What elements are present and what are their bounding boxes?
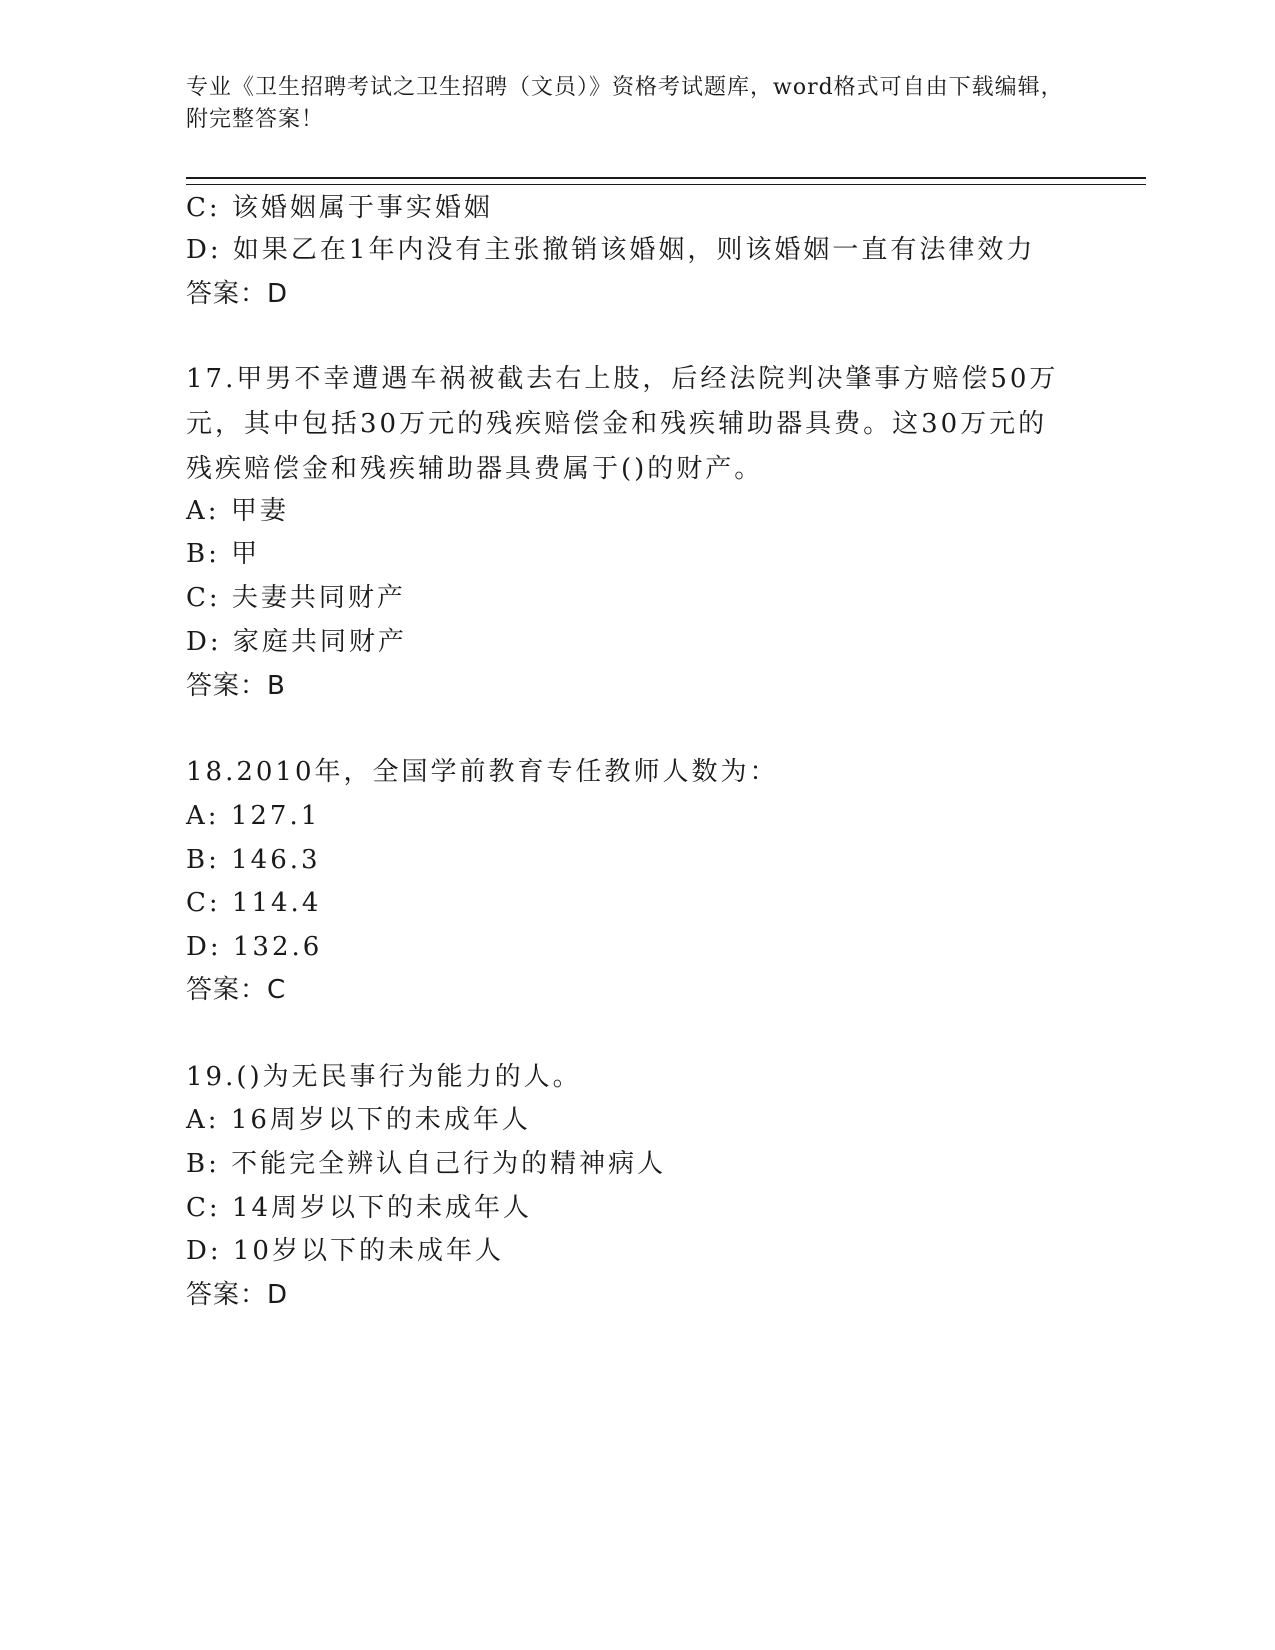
question-stem: 19.()为无民事行为能力的人。 xyxy=(186,1062,582,1092)
option-text: 甲 xyxy=(231,539,261,569)
option-text: 10岁以下的未成年人 xyxy=(232,1236,504,1266)
option-text: 14周岁以下的未成年人 xyxy=(231,1193,533,1223)
answer-line: 答案：B xyxy=(186,671,286,701)
option-label: B: xyxy=(186,1149,220,1179)
option-label: D: xyxy=(186,235,222,265)
option-label: B: xyxy=(186,845,220,875)
option-text: 如果乙在1年内没有主张撤销该婚姻，则该婚姻一直有法律效力 xyxy=(232,235,1036,265)
option-label: A: xyxy=(186,496,220,526)
option-c xyxy=(186,186,493,230)
option-d xyxy=(186,620,407,664)
option-b xyxy=(186,838,321,882)
option-c xyxy=(186,576,406,620)
option-text: 16周岁以下的未成年人 xyxy=(230,1105,531,1135)
option-label: D: xyxy=(186,932,222,962)
option-label: A: xyxy=(186,801,220,831)
option-text: 114.4 xyxy=(231,888,322,918)
answer-line: 答案：C xyxy=(186,975,287,1005)
option-c xyxy=(186,881,321,925)
option-b xyxy=(186,532,260,576)
option-text: 家庭共同财产 xyxy=(232,627,407,657)
option-label: D: xyxy=(186,627,222,657)
option-label: C: xyxy=(186,193,221,223)
header-divider xyxy=(186,177,1146,185)
option-b xyxy=(186,1142,666,1186)
option-text: 该婚姻属于事实婚姻 xyxy=(231,193,493,223)
option-a xyxy=(186,1098,531,1142)
option-a xyxy=(186,794,320,838)
option-label: C: xyxy=(186,888,221,918)
option-d xyxy=(186,1229,504,1273)
option-label: D: xyxy=(186,1236,222,1266)
option-text: 夫妻共同财产 xyxy=(231,583,406,613)
option-d xyxy=(186,228,1035,272)
option-a xyxy=(186,489,289,533)
option-c xyxy=(186,1186,532,1230)
option-text: 146.3 xyxy=(231,845,321,875)
answer-line: 答案：D xyxy=(186,1280,289,1310)
option-label: C: xyxy=(186,583,221,613)
option-text: 不能完全辨认自己行为的精神病人 xyxy=(231,1149,667,1179)
option-text: 127.1 xyxy=(230,801,321,831)
question-stem: 17.甲男不幸遭遇车祸被截去右上肢，后经法院判决肇事方赔偿50万元，其中包括30万元的残疾赔偿金和残疾辅助器具费。这30万元的残疾赔偿金和残疾辅助器具费属于()的财产。 xyxy=(186,364,1059,484)
question-stem: 18.2010年，全国学前教育专任教师人数为： xyxy=(186,757,779,787)
answer-line: 答案：D xyxy=(186,279,289,309)
option-d xyxy=(186,925,322,969)
option-text: 132.6 xyxy=(232,932,323,962)
option-label: A: xyxy=(186,1105,220,1135)
option-label: C: xyxy=(186,1193,221,1223)
option-text: 甲妻 xyxy=(230,496,289,526)
option-label: B: xyxy=(186,539,220,569)
document-header: 专业《卫生招聘考试之卫生招聘（文员）》资格考试题库，word格式可自由下载编辑，附完整答案！ xyxy=(186,75,1064,132)
